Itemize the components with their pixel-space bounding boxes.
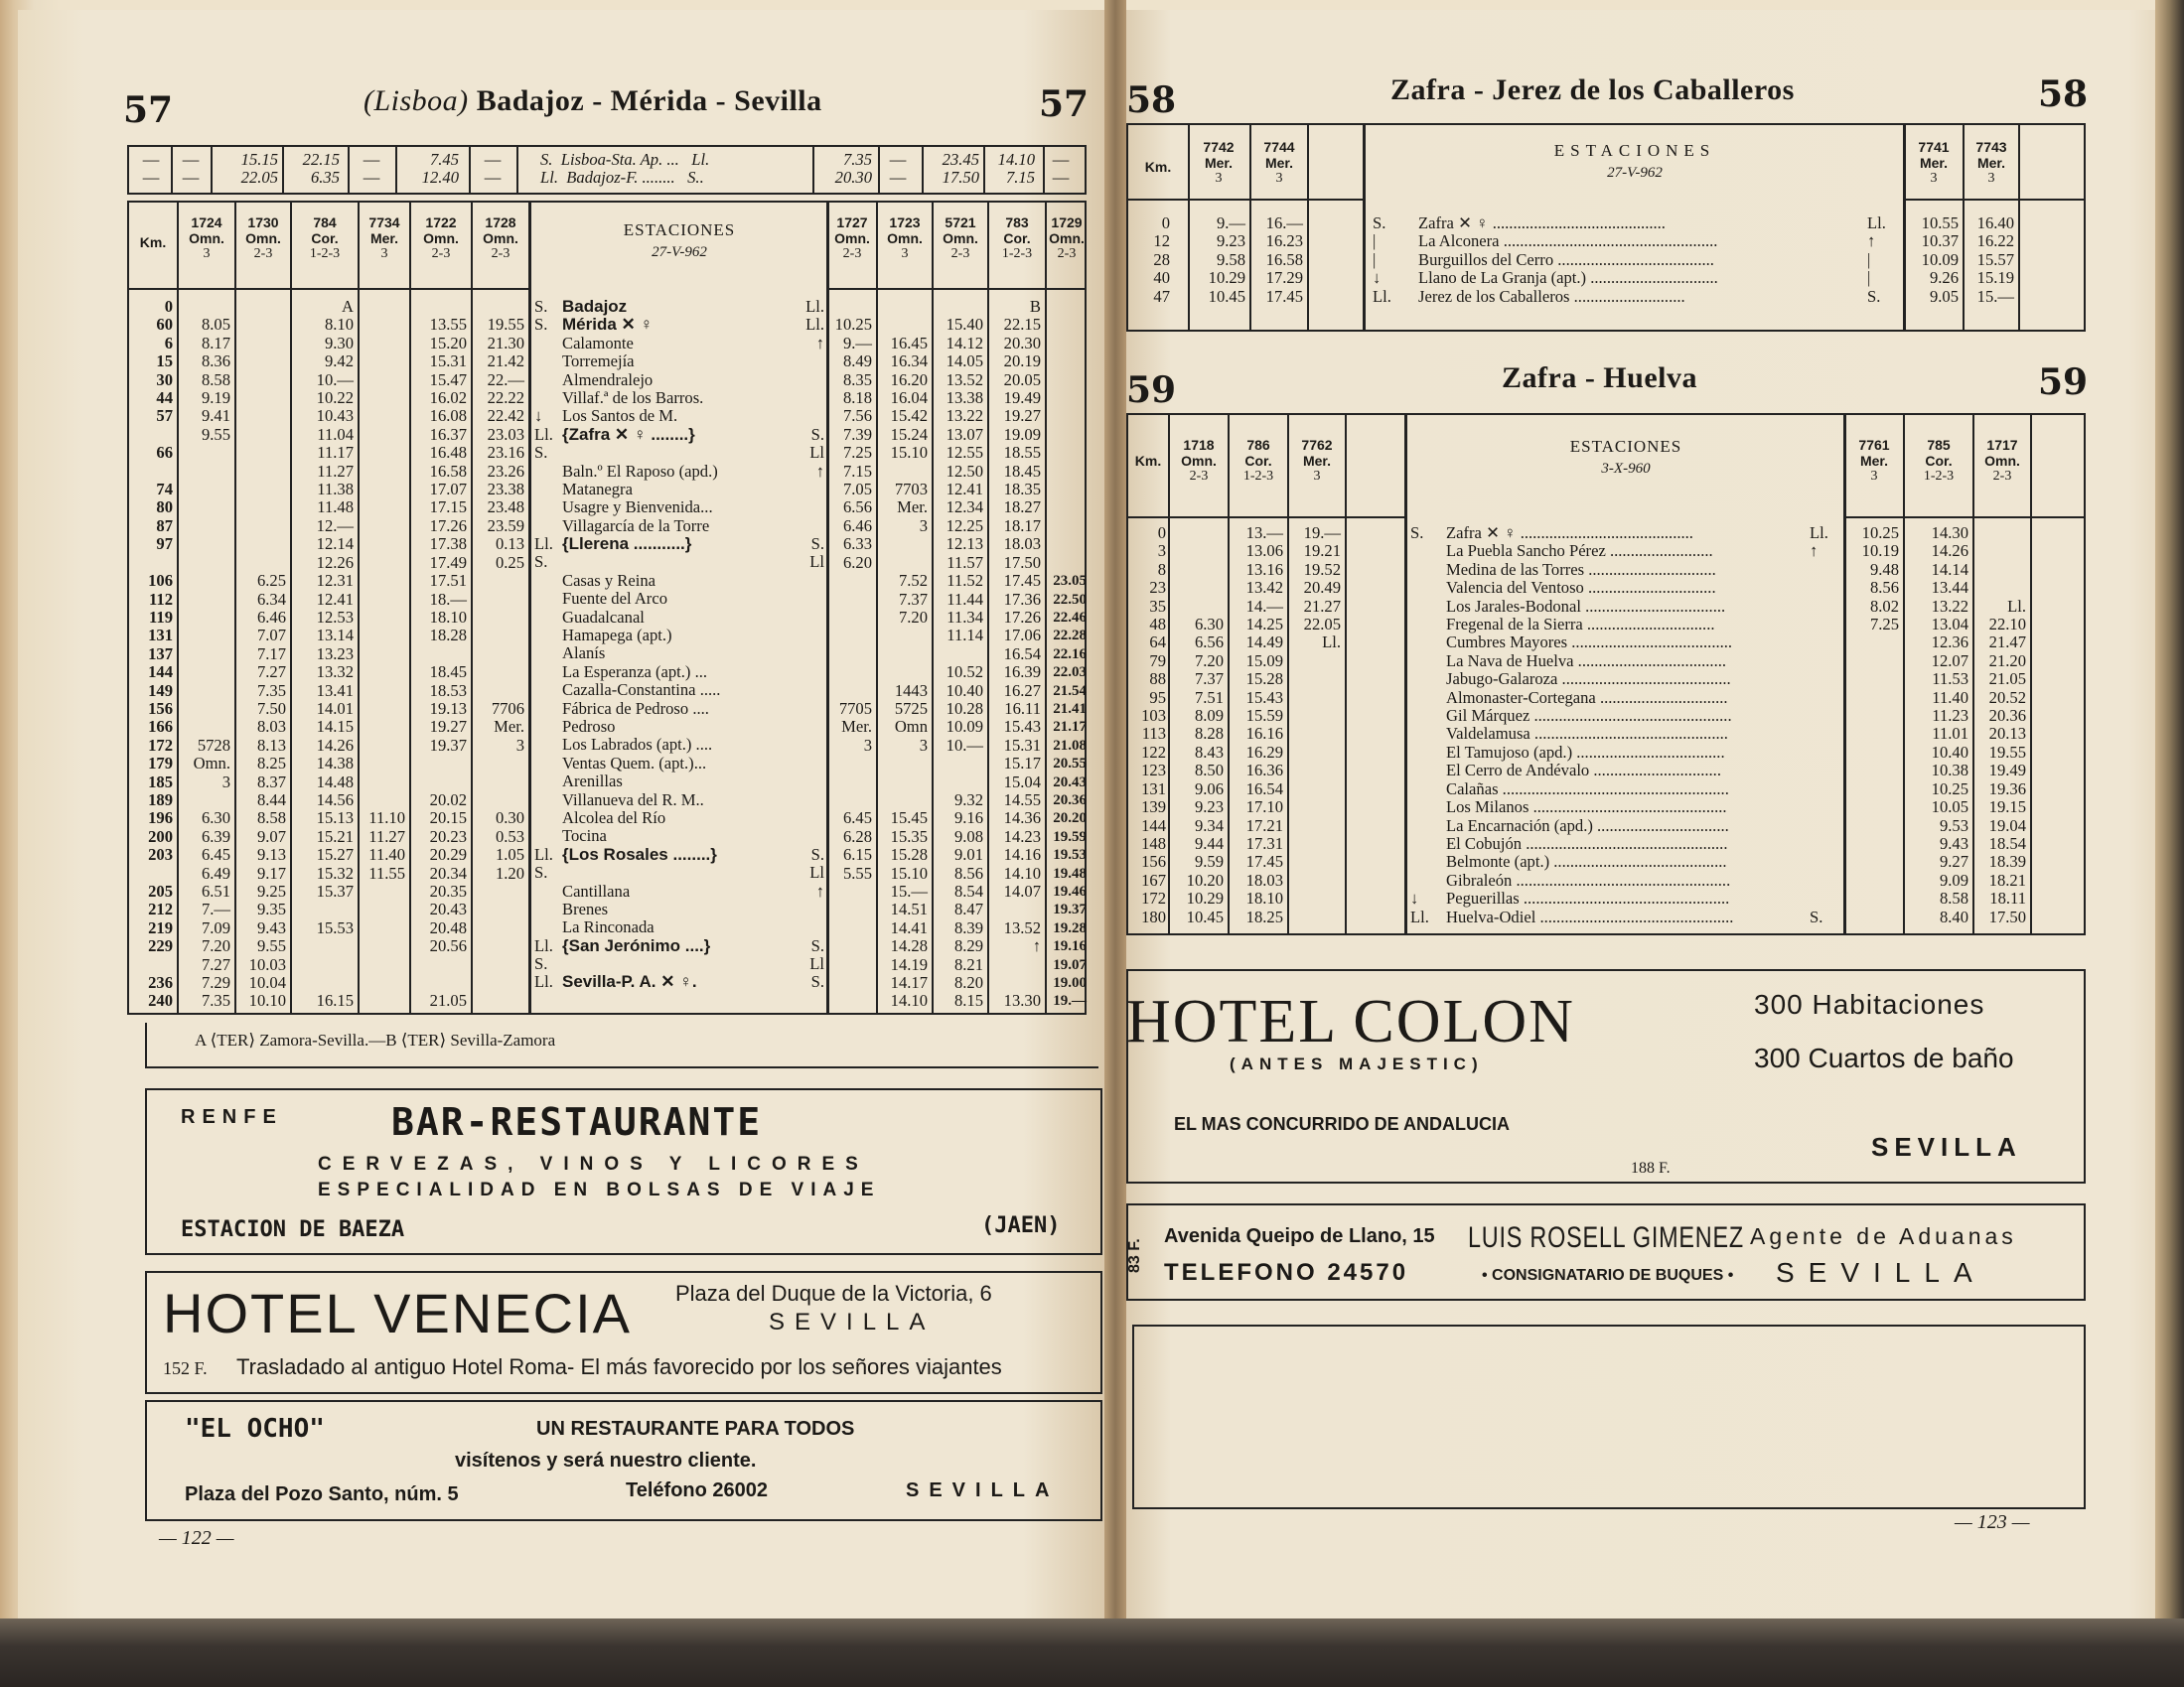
station-mark: Ll. [534, 935, 553, 955]
station-name: Brenes [562, 899, 609, 918]
top-cell: 22.15 6.35 [302, 150, 340, 188]
train-header-1727: 1727 Omn. 2-3 [834, 214, 870, 261]
station-row [534, 681, 824, 699]
train-7741-times: 10.55 10.37 10.09 9.26 9.05 [1921, 213, 1959, 306]
station-name: Hamapega (apt.) [562, 626, 672, 645]
station-name: Los Santos de M. [562, 406, 678, 426]
station-mark: Ll. [534, 972, 553, 992]
station-mark: S. [534, 863, 548, 883]
train-header-1723: 1723 Omn. 3 [887, 214, 923, 261]
station-mark: S. [534, 297, 548, 316]
train-1723-times: 16.45 16.34 16.20 16.04 15.42 15.24 15.10 7703 Mer. 3 7.52 7.37 7.20 1443 5725 Omn 3 15.45 15.35 15.28 15.10 15.— 14.51 14.41 14.28 14.19 14.17 14.10 [890, 333, 928, 1011]
station-end: S. [810, 424, 824, 444]
station-name: Pedroso [562, 716, 616, 736]
train-header-1717: 1717 Omn. 2-3 [1984, 437, 2020, 484]
station-name: Alcolea del Río [562, 807, 666, 827]
station-name: Tocina [562, 826, 607, 846]
empty-ad-box [1132, 1325, 2086, 1509]
ad-rosell-address: Avenida Queipo de Llano, 15 [1164, 1225, 1435, 1247]
marks-59: S. ↓ Ll. [1410, 523, 1429, 926]
train-5721-times: 15.40 14.12 14.05 13.52 13.38 13.22 13.07 12.55 12.50 12.41 12.34 12.25 12.13 11.57 11.52 11.44 11.34 11.14 10.52 10.40 10.28 10.09 10.— 9.32 9.16 9.08 9.01 8.56 8.54 8.47 8.39 8.29 8.21 8.20 8.15 [946, 315, 983, 1011]
station-row [534, 498, 824, 516]
station-row [534, 389, 824, 407]
train-header-7742: 7742 Mer. 3 [1203, 139, 1235, 186]
top-cell: 7.35 20.30 [834, 150, 872, 188]
top-cell: — — [484, 150, 502, 188]
ad-renfe-province: (JAEN) [981, 1213, 1061, 1238]
train-7742-times: 9.— 9.23 9.58 10.29 10.45 [1208, 213, 1245, 306]
ad-renfe-location: ESTACION DE BAEZA [181, 1217, 405, 1242]
station-name: Almendralejo [562, 369, 654, 389]
ad-venecia-note: Trasladado al antiguo Hotel Roma- El más favorecido por los señores viajantes [236, 1354, 1002, 1379]
station-mark: S. [534, 552, 548, 572]
page-number-58-left: 58 [1126, 79, 1177, 121]
station-end: Ll [809, 863, 824, 883]
ends-58: Ll. ↑ | | S. [1867, 213, 1886, 306]
train-header-1724: 1724 Omn. 3 [189, 214, 224, 261]
station-name: Fuente del Arco [562, 589, 667, 609]
station-name: Alanís [562, 643, 606, 663]
station-row [534, 535, 824, 553]
station-name: {San Jerónimo ....} [562, 935, 711, 955]
station-name: Villagarcía de la Torre [562, 515, 710, 535]
station-row [534, 663, 824, 681]
station-row [534, 827, 824, 845]
train-header-7744: 7744 Mer. 3 [1263, 139, 1295, 186]
ad-renfe-title: BAR-RESTAURANTE [391, 1100, 763, 1144]
ad-rosell-name: LUIS ROSELL GIMENEZ [1468, 1221, 1744, 1254]
ad-renfe-brand: RENFE [181, 1106, 283, 1128]
station-row [534, 371, 824, 389]
station-name: Cantillana [562, 881, 631, 901]
km-column-59: 0 3 8 23 35 48 64 79 88 95 103 113 122 123 131 139 144 148 156 167 172 180 [1141, 523, 1166, 926]
train-1722-times: 13.55 15.20 15.31 15.47 16.02 16.08 16.37 16.48 16.58 17.07 17.15 17.26 17.38 17.49 17.51 18.— 18.10 18.28 18.45 18.53 19.13 19.27 19.37 20.02 20.15 20.23 20.29 20.34 20.35 20.43 20.48 20.56 21.05 [429, 315, 467, 1011]
station-row [534, 718, 824, 736]
km-header: Km. [139, 234, 167, 250]
title-prefix: (Lisboa) [364, 84, 469, 117]
station-end: ↑ [815, 881, 824, 901]
station-name: Casas y Reina [562, 570, 656, 590]
train-1727-times: 10.25 9.— 8.49 8.35 8.18 7.56 7.39 7.25 7.15 7.05 6.56 6.46 6.33 6.20 7705 Mer. 3 6.45 6.28 6.15 5.55 [834, 315, 872, 883]
station-name: {Llerena ...........} [562, 534, 692, 554]
station-name: Matanegra [562, 479, 633, 498]
station-row [534, 864, 824, 882]
ad-renfe-line2: ESPECIALIDAD EN BOLSAS DE VIAJE [318, 1180, 881, 1200]
train-786-times: 13.— 13.06 13.16 13.42 14.— 14.25 14.49 15.09 15.28 15.43 15.59 16.16 16.29 16.36 16.54 17.10 17.21 17.31 17.45 18.03 18.10 18.25 [1245, 523, 1283, 926]
station-name: La Esperanza (apt.) ... [562, 661, 708, 681]
station-row [534, 444, 824, 462]
train-783-times: B 22.15 20.30 20.19 20.05 19.49 19.27 19.09 18.55 18.45 18.35 18.27 18.17 18.03 17.50 17.45 17.36 17.26 17.06 16.54 16.39 16.27 16.11 15.43 15.31 15.17 15.04 14.55 14.36 14.23 14.16 14.10 14.07 13.52 ↑ 13.30 [1003, 297, 1041, 1011]
top-cell: 23.45 17.50 [942, 150, 979, 188]
table-title-57 [364, 84, 822, 118]
station-row [534, 426, 824, 444]
station-row [534, 627, 824, 644]
train-header-7761: 7761 Mer. 3 [1858, 437, 1890, 484]
train-7762-times: 19.— 19.21 19.52 20.49 21.27 22.05 Ll. [1303, 523, 1341, 652]
station-row [534, 791, 824, 809]
station-name: Los Labrados (apt.) .... [562, 735, 713, 755]
train-header-1730: 1730 Omn. 2-3 [245, 214, 281, 261]
train-7734-times: 11.10 11.27 11.40 11.55 [368, 808, 405, 883]
station-row [534, 609, 824, 627]
station-name: Villanueva del R. M.. [562, 789, 704, 809]
station-name: Ventas Quem. (apt.)... [562, 753, 707, 773]
station-name: Arenillas [562, 772, 623, 791]
train-1730-times: 6.25 6.34 6.46 7.07 7.17 7.27 7.35 7.50 8.03 8.13 8.25 8.37 8.44 8.58 9.07 9.13 9.17 9.25 9.35 9.43 9.55 10.03 10.04 10.10 [248, 571, 286, 1011]
train-header-1729: 1729 Omn. 2-3 [1049, 214, 1085, 261]
table-surface [0, 1618, 2184, 1687]
ad-venecia-city: SEVILLA [769, 1309, 936, 1336]
page-number-59-right: 59 [2038, 361, 2089, 403]
station-row [534, 937, 824, 955]
station-row [534, 918, 824, 936]
page-number-57-left: 57 [123, 89, 174, 131]
station-end: S. [810, 844, 824, 864]
book-edge [2155, 0, 2184, 1687]
train-header-7741: 7741 Mer. 3 [1918, 139, 1950, 186]
ad-ocho-phone: Teléfono 26002 [626, 1479, 769, 1501]
station-name: Calamonte [562, 333, 634, 352]
title-main: Badajoz - Mérida - Sevilla [476, 84, 822, 117]
train-7743-times: 16.40 16.22 15.57 15.19 15.— [1976, 213, 2014, 306]
estaciones-header-59: ESTACIONES [1569, 437, 1682, 456]
station-name: Badajoz [562, 297, 628, 316]
stations-58: Zafra ✕ ♀ .......................................... La Alconera .................................................... Burguillos del Cerro ...................................... Llano de La Granja (apt.) ............................... Jerez de los Caballeros ........................... [1418, 214, 1718, 306]
km-header-59: Km. [1134, 453, 1162, 469]
station-name: Fábrica de Pedroso .... [562, 698, 709, 718]
station-name: Usagre y Bienvenida... [562, 497, 713, 517]
station-end: Ll. [805, 315, 824, 335]
train-1724-times: 8.05 8.17 8.36 8.58 9.19 9.41 9.55 5728 Omn. 3 6.30 6.39 6.45 6.49 6.51 7.— 7.09 7.20 7.27 7.29 7.35 [193, 315, 230, 1011]
km-column: 0 60 6 15 30 44 57 66 74 80 87 97 106 112 119 131 137 144 149 156 166 172 179 185 189 196 200 203 205 212 219 229 236 240 [148, 297, 173, 1011]
station-row [534, 973, 824, 991]
top-cell: 15.15 22.05 [240, 150, 278, 188]
ad-rosell-ref: 83 F. [1126, 1238, 1143, 1273]
table-title-59: Zafra - Huelva [1502, 361, 1697, 394]
station-row [534, 463, 824, 481]
km-column-58: 0 12 28 40 47 [1153, 213, 1170, 306]
marks-58: S. | | ↓ Ll. [1373, 213, 1391, 306]
ad-colon-city: SEVILLA [1871, 1132, 2022, 1162]
ad-ocho-name: "EL OCHO" [185, 1414, 325, 1444]
station-mark: Ll. [534, 534, 553, 554]
station-name: Mérida ✕ ♀ [562, 315, 654, 335]
station-mark: S. [534, 443, 548, 463]
station-row [534, 335, 824, 352]
station-row [534, 644, 824, 662]
ad-renfe-line1: CERVEZAS, VINOS Y LICORES [318, 1154, 869, 1175]
ad-ocho-address: Plaza del Pozo Santo, núm. 5 [185, 1483, 459, 1505]
top-stations: S. Lisboa-Sta. Ap. ... Ll. Ll. Badajoz-F. ........ S.. [540, 150, 710, 188]
page-footer-123: — 123 — [1955, 1511, 2030, 1533]
ad-colon-former: (ANTES MAJESTIC) [1230, 1054, 1484, 1073]
legend-text: A ⟨TER⟩ Zamora-Sevilla.—B ⟨TER⟩ Sevilla-Zamora [195, 1031, 556, 1050]
station-row [534, 755, 824, 773]
ad-colon-rooms: 300 Habitaciones [1754, 989, 1985, 1020]
ad-rosell-role: Agente de Aduanas [1750, 1223, 2017, 1249]
top-cell: 7.45 12.40 [421, 150, 459, 188]
station-name: {Zafra ✕ ♀ ........} [562, 424, 695, 444]
station-name: Villaf.ª de los Barros. [562, 387, 704, 407]
top-cell: — — [142, 150, 160, 188]
train-header-7762: 7762 Mer. 3 [1301, 437, 1333, 484]
station-row [534, 316, 824, 334]
page-footer-122: — 122 — [159, 1527, 234, 1549]
station-row [534, 590, 824, 608]
ad-rosell-consig: • CONSIGNATARIO DE BUQUES • [1482, 1267, 1734, 1284]
ad-venecia-title: HOTEL VENECIA [163, 1282, 633, 1344]
train-header-784: 784 Cor. 1-2-3 [309, 214, 341, 261]
km-header-58: Km. [1144, 159, 1172, 175]
estaciones-header-58: ESTACIONES [1553, 141, 1716, 160]
train-785-times: 14.30 14.26 14.14 13.44 13.22 13.04 12.36 12.07 11.53 11.40 11.23 11.01 10.40 10.38 10.25 10.05 9.53 9.43 9.27 9.09 8.58 8.40 [1931, 523, 1968, 926]
train-header-1718: 1718 Omn. 2-3 [1181, 437, 1217, 484]
ad-venecia-address: Plaza del Duque de la Victoria, 6 [675, 1281, 992, 1306]
train-784-times: A 8.10 9.30 9.42 10.— 10.22 10.43 11.04 11.17 11.27 11.38 11.48 12.— 12.14 12.26 12.31 12.41 12.53 13.14 13.23 13.32 13.41 14.01 14.15 14.26 14.38 14.48 14.56 15.13 15.21 15.27 15.32 15.37 15.53 16.15 [316, 297, 354, 1011]
train-header-7734: 7734 Mer. 3 [368, 214, 400, 261]
station-row [534, 736, 824, 754]
station-name: Sevilla-P. A. ✕ ♀. [562, 972, 697, 992]
estaciones-header: ESTACIONES [623, 220, 736, 239]
page-number-59-left: 59 [1126, 369, 1177, 411]
ad-colon-baths: 300 Cuartos de baño [1754, 1043, 2014, 1073]
station-name: Baln.º El Raposo (apd.) [562, 461, 718, 481]
station-row [534, 572, 824, 590]
train-1729-times: 23.05 22.50 22.46 22.28 22.16 22.03 21.54 21.41 21.17 21.08 20.55 20.43 20.36 20.20 19.59 19.53 19.48 19.46 19.37 19.28 19.16 19.07 19.00 19.— [1053, 573, 1087, 1010]
station-end: Ll [809, 552, 824, 572]
station-row [534, 298, 824, 316]
station-mark: S. [534, 954, 548, 974]
book-gutter [1104, 0, 1126, 1638]
station-name: Torremejía [562, 351, 635, 371]
ad-rosell-city: SEVILLA [1776, 1257, 1986, 1288]
station-end: ↑ [815, 461, 824, 481]
ad-colon-slogan: EL MAS CONCURRIDO DE ANDALUCIA [1174, 1114, 1511, 1134]
station-mark: Ll. [534, 844, 553, 864]
train-1728-times: 19.55 21.30 21.42 22.— 22.22 22.42 23.03 23.16 23.26 23.38 23.48 23.59 0.13 0.25 7706 Mer. 3 0.30 0.53 1.05 1.20 [487, 315, 524, 883]
train-1718-times: 6.30 6.56 7.20 7.37 7.51 8.09 8.28 8.43 8.50 9.06 9.23 9.34 9.44 9.59 10.20 10.29 10.45 [1186, 615, 1224, 926]
ends-59: Ll. ↑ S. [1810, 523, 1828, 926]
station-row [534, 700, 824, 718]
train-7761-times: 10.25 10.19 9.48 8.56 8.02 7.25 [1861, 523, 1899, 634]
station-row [534, 901, 824, 918]
page-number-57-right: 57 [1039, 83, 1090, 125]
station-mark: ↓ [534, 406, 543, 426]
train-header-786: 786 Cor. 1-2-3 [1242, 437, 1274, 484]
estaciones-date-59: 3-X-960 [1601, 461, 1651, 477]
stations-59: Zafra ✕ ♀ .......................................... La Puebla Sancho Pérez ......................... Medina de las Torres ............................... Valencia del Ventoso ............................... Los Jarales-Bodonal .................................. Fregenal de la Sierra ............................... Cumbres Mayores ....................................... La Nava de Huelva .................................... Jabugo-Galaroza ......................................... Almonaster-Cortegana ............................... Gil Márquez ................................................ Valdelamusa ............................................... El Tamujoso (apd.) .................................... El Cerro de Andévalo ............................... Calañas ....................................................... Los Milanos ............................................... La Encarnación (apd.) ................................ El Cobujón ................................................. Belmonte (apt.) .......................................... Gibraleón .................................................... Peguerillas .................................................. Huelva-Odiel ............................................... [1446, 524, 1734, 926]
table-title-58: Zafra - Jerez de los Caballeros [1390, 73, 1795, 106]
estaciones-date: 27-V-962 [652, 244, 707, 260]
train-1717-times: Ll. 22.10 21.47 21.20 21.05 20.52 20.36 20.13 19.55 19.49 19.36 19.15 19.04 18.54 18.39 18.21 18.11 17.50 [1988, 596, 2026, 926]
station-end: S. [810, 972, 824, 992]
station-mark: S. [534, 315, 548, 335]
top-cell: — — [889, 150, 907, 188]
ad-colon-title: HOTEL COLON [1126, 988, 1575, 1055]
ad-ocho-city: SEVILLA [906, 1479, 1060, 1501]
page-number-58-right: 58 [2038, 73, 2089, 115]
train-header-785: 785 Cor. 1-2-3 [1923, 437, 1955, 484]
station-row [534, 553, 824, 571]
station-end: ↑ [815, 333, 824, 352]
estaciones-date-58: 27-V-962 [1607, 165, 1663, 181]
station-row [534, 481, 824, 498]
top-cell: — — [363, 150, 380, 188]
ad-ocho-invite: visítenos y será nuestro cliente. [455, 1450, 757, 1472]
station-row [534, 955, 824, 973]
station-mark: Ll. [534, 424, 553, 444]
ad-venecia-ref: 152 F. [163, 1358, 208, 1378]
train-header-5721: 5721 Omn. 2-3 [943, 214, 978, 261]
train-header-7743: 7743 Mer. 3 [1975, 139, 2007, 186]
station-end: S. [810, 534, 824, 554]
station-name: {Los Rosales ........} [562, 844, 717, 864]
station-row [534, 352, 824, 370]
top-cell: — — [182, 150, 200, 188]
station-name: Guadalcanal [562, 607, 645, 627]
station-end: S. [810, 935, 824, 955]
ad-ocho-slogan: UN RESTAURANTE PARA TODOS [536, 1418, 855, 1440]
station-end: Ll [809, 443, 824, 463]
station-row [534, 407, 824, 425]
station-row [534, 517, 824, 535]
ad-rosell-phone: TELEFONO 24570 [1164, 1259, 1409, 1286]
ad-colon-ref: 188 F. [1631, 1160, 1671, 1177]
station-row [534, 773, 824, 790]
station-row [534, 883, 824, 901]
train-7744-times: 16.— 16.23 16.58 17.29 17.45 [1265, 213, 1303, 306]
top-cell: — — [1052, 150, 1070, 188]
train-header-1728: 1728 Omn. 2-3 [483, 214, 518, 261]
station-end: Ll [809, 954, 824, 974]
train-header-1722: 1722 Omn. 2-3 [423, 214, 459, 261]
station-list-57 [534, 298, 824, 992]
train-header-783: 783 Cor. 1-2-3 [1001, 214, 1033, 261]
station-row [534, 809, 824, 827]
station-end: Ll. [805, 297, 824, 316]
station-name: La Rinconada [562, 917, 655, 937]
station-name: Cazalla-Constantina ..... [562, 680, 721, 700]
station-row [534, 846, 824, 864]
top-cell: 14.10 7.15 [997, 150, 1035, 188]
